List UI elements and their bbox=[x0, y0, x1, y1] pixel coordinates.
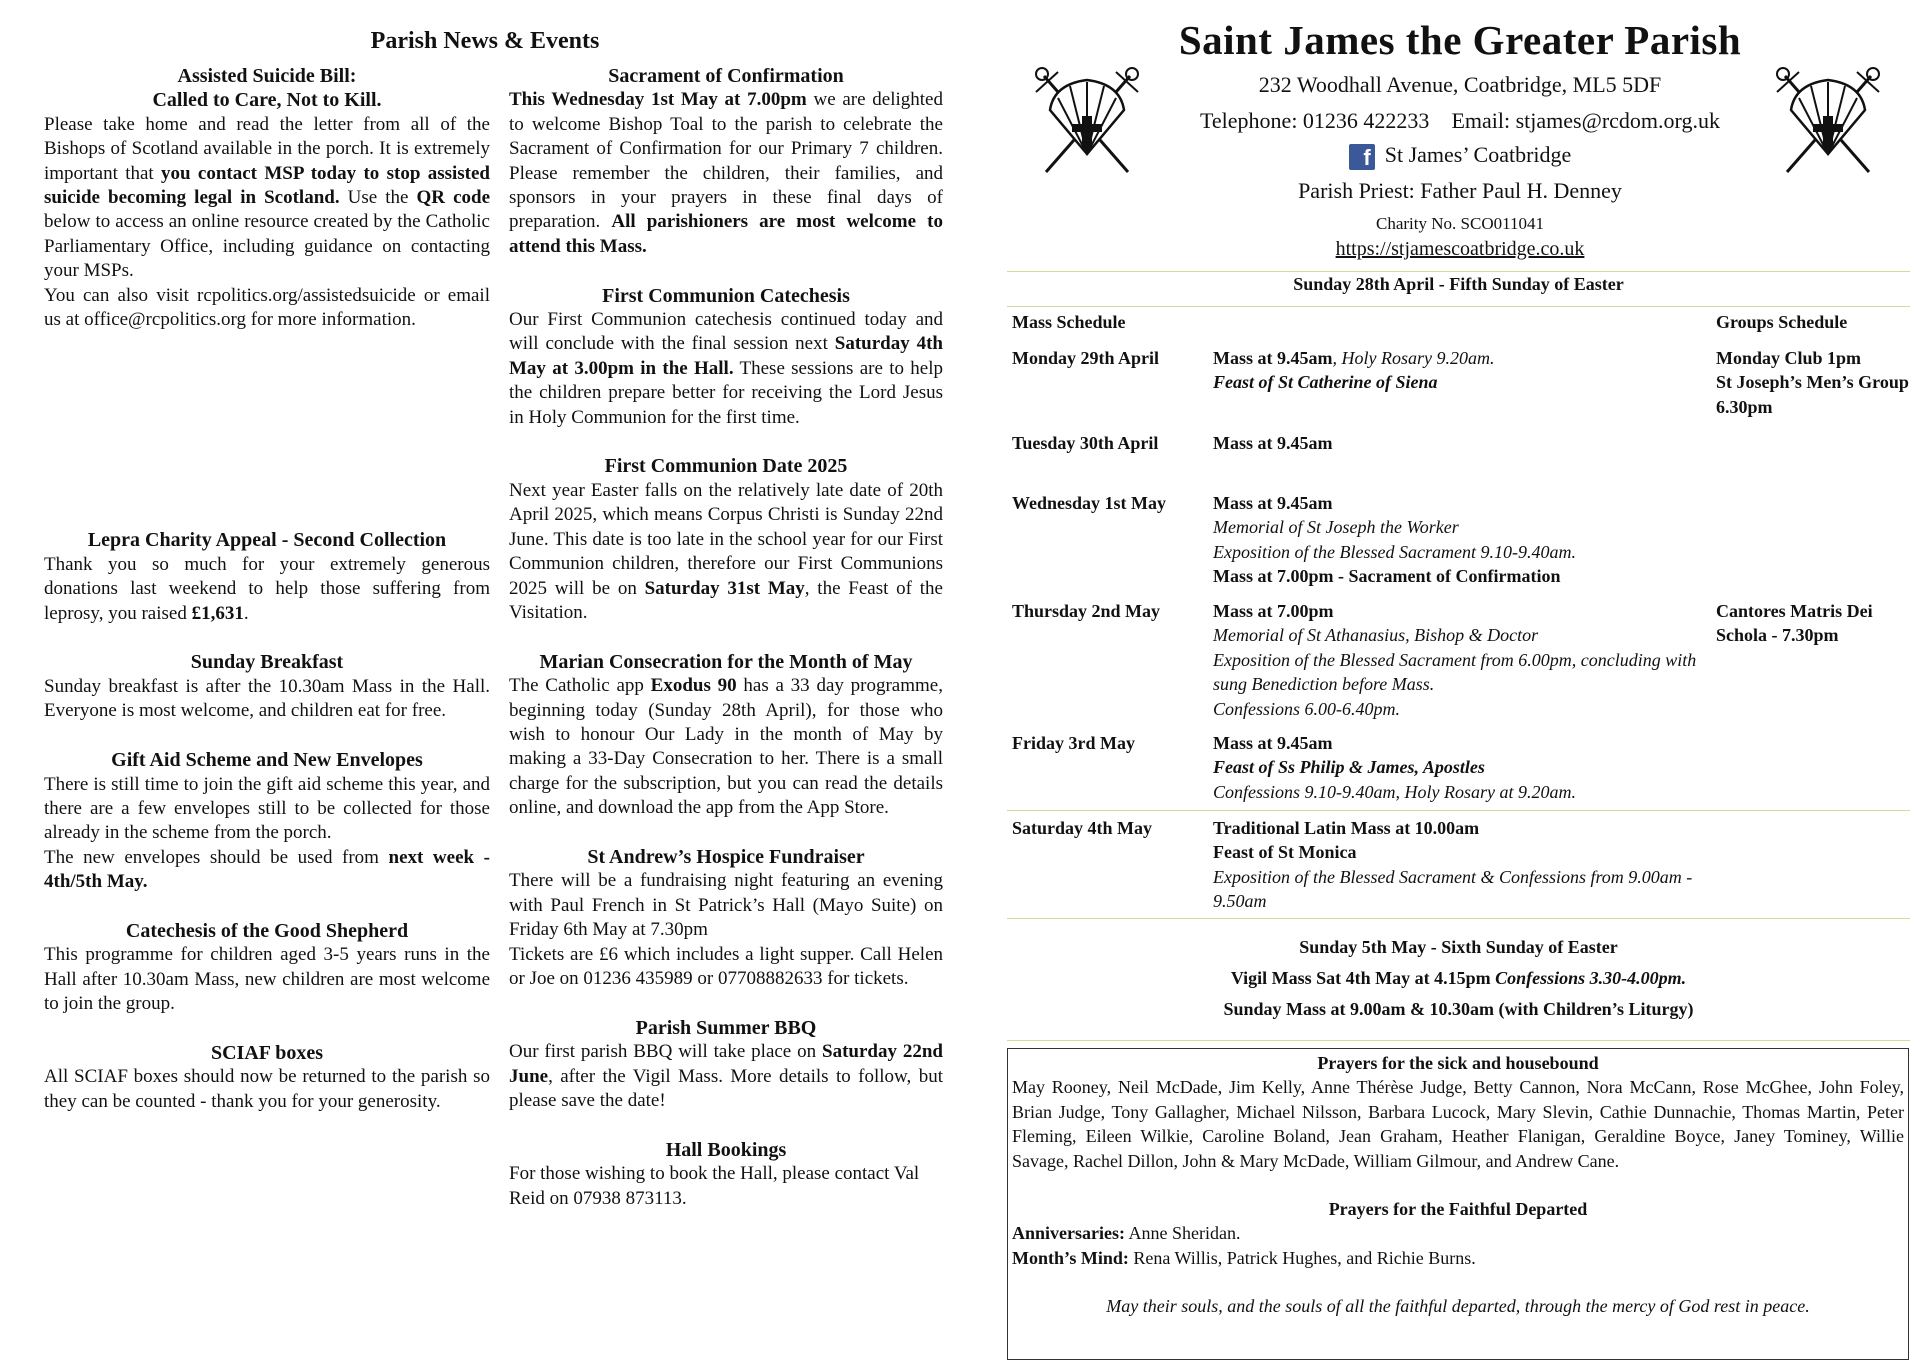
sunday-header: Sunday 28th April - Fifth Sunday of Easter bbox=[1293, 274, 1624, 294]
groups-schedule-label: Groups Schedule bbox=[1716, 312, 1848, 332]
article-heading: SCIAF boxes bbox=[210, 1041, 324, 1064]
article-heading: Lepra Charity Appeal - Second Collection bbox=[87, 529, 447, 552]
article-good-shepherd bbox=[44, 919, 490, 1017]
divider bbox=[1007, 306, 1910, 307]
article-heading: Hall Bookings bbox=[665, 1138, 787, 1161]
article-body: Thank you so much for your extremely generous donations last weekend to help those suffering from leprosy, you raised £1,631. bbox=[44, 553, 490, 624]
article-body: For those wishing to book the Hall, please contact Val Reid on 07938 873113. bbox=[509, 1163, 920, 1209]
article-heading: Catechesis of the Good Shepherd bbox=[125, 919, 409, 942]
divider bbox=[1007, 810, 1910, 811]
news-column-left bbox=[44, 64, 490, 1114]
article-body-2: You can also visit rcpolitics.org/assistedsuicide or email us at office@rcpolitics.org for more information. bbox=[44, 284, 490, 331]
sick-heading: Prayers for the sick and housebound bbox=[1317, 1053, 1599, 1073]
day-group: Monday Club 1pm St Joseph’s Men’s Group 6.30pm bbox=[1716, 348, 1909, 417]
article-first-communion-2025 bbox=[509, 454, 943, 625]
article-heading: Marian Consecration for the Month of May bbox=[539, 650, 913, 673]
article-body: There will be a fundraising night featuring an evening with Paul French in St Patrick’s Hall (Mayo Suite) on Friday 6th May at 7.30pm bbox=[509, 870, 943, 941]
day-name: Tuesday 30th April bbox=[1012, 433, 1159, 453]
article-body: Our First Communion catechesis continued today and will conclude with the final session next Saturday 4th May at 3.00pm in the Hall. These sessions are to help the children prepare better for receiving the Lord Jesus in Holy Communion for the first time. bbox=[509, 309, 943, 428]
day-name: Saturday 4th May bbox=[1012, 818, 1153, 838]
day-name: Monday 29th April bbox=[1012, 348, 1160, 368]
article-hall-bookings bbox=[509, 1138, 943, 1211]
parish-priest: Parish Priest: Father Paul H. Denney bbox=[1298, 178, 1622, 203]
article-heading: Sacrament of Confirmation bbox=[608, 65, 844, 87]
article-heading: Parish Summer BBQ bbox=[635, 1016, 817, 1039]
day-detail: Mass at 9.45am Feast of Ss Philip & James, Apostles Confessions 9.10-9.40am, Holy Rosary at 9.20am. bbox=[1213, 733, 1576, 802]
news-title: Parish News & Events bbox=[370, 28, 600, 54]
parish-title: Saint James the Greater Parish bbox=[1178, 17, 1742, 63]
charity-number: Charity No. SCO011041 bbox=[1376, 214, 1544, 233]
next-sunday: Sunday 5th May - Sixth Sunday of Easter bbox=[1299, 937, 1618, 957]
divider bbox=[1007, 918, 1910, 919]
telephone: Telephone: 01236 422233 bbox=[1200, 108, 1430, 133]
article-body-2: Tickets are £6 which includes a light supper. Call Helen or Joe on 01236 435989 or 07708882633 for tickets. bbox=[509, 943, 943, 989]
article-body: Our first parish BBQ will take place on Saturday 22nd June, after the Vigil Mass. More details to follow, but please save the date! bbox=[509, 1041, 943, 1111]
day-detail: Mass at 9.45am, Holy Rosary 9.20am. Feast of St Catherine of Siena bbox=[1213, 348, 1495, 393]
article-body: There is still time to join the gift aid scheme this year, and there are a few envelopes still to be collected for those already in the scheme from the porch. bbox=[44, 773, 490, 844]
news-column-right bbox=[509, 64, 943, 1211]
article-summer-bbq bbox=[509, 1016, 943, 1114]
day-name: Wednesday 1st May bbox=[1012, 493, 1167, 513]
article-confirmation bbox=[509, 64, 943, 259]
sick-names: May Rooney, Neil McDade, Jim Kelly, Anne Thérèse Judge, Betty Cannon, Nora McCann, Rose McGhee, John Foley, Brian Judge, Tony Gallagher, Michael Nilsson, Barbara Lucock, Mary Slevin, Cathie Dunnachie, Thomas Martin, Peter Fleming, Eileen Wilkie, Caroline Boland, Jean Graham, Heather Flanigan, Geraldine Boyce, Janey Tominey, Willie Savage, Rachel Dillon, John & Mary McDade, William Gilmour, and Andrew Cane. bbox=[1012, 1077, 1904, 1171]
day-name: Thursday 2nd May bbox=[1012, 601, 1161, 621]
article-body: Please take home and read the letter from all of the Bishops of Scotland available in the porch. It is extremely important that you contact MSP today to stop assisted suicide becoming legal in Scotland. Use the QR code below to access an online resource created by the Catholic Parliamentary Office, including guidance on contacting your MSPs. bbox=[44, 113, 490, 282]
article-heading: Gift Aid Scheme and New Envelopes bbox=[111, 749, 423, 772]
day-detail: Mass at 9.45am bbox=[1213, 433, 1333, 453]
article-heading: First Communion Date 2025 bbox=[604, 455, 848, 478]
article-heading: Sunday Breakfast bbox=[190, 651, 344, 674]
article-body: Sunday breakfast is after the 10.30am Mass in the Hall. Everyone is most welcome, and children eat for free. bbox=[44, 675, 490, 722]
website-link[interactable]: https://stjamescoatbridge.co.uk bbox=[1335, 238, 1585, 260]
facebook-icon: f bbox=[1349, 144, 1375, 170]
article-body: All SCIAF boxes should now be returned to the parish so they can be counted - thank you for your generosity. bbox=[44, 1066, 490, 1112]
facebook-link[interactable] bbox=[1000, 142, 1920, 170]
article-first-communion-catechesis bbox=[509, 284, 943, 430]
blessing: May their souls, and the souls of all the faithful departed, through the mercy of God rest in peace. bbox=[1106, 1296, 1810, 1317]
day-group: Cantores Matris Dei Schola - 7.30pm bbox=[1716, 601, 1873, 646]
prayers-box bbox=[1007, 1048, 1909, 1360]
article-body: Next year Easter falls on the relatively late date of 20th April 2025, which means Corpus Christi is Sunday 22nd June. This date is too late in the school year for our First Communion children, therefore our First Communions 2025 will be on Saturday 31st May, the Feast of the Visitation. bbox=[509, 479, 943, 623]
parish-address: 232 Woodhall Avenue, Coatbridge, ML5 5DF bbox=[1258, 72, 1662, 97]
article-heading: Assisted Suicide Bill: bbox=[177, 65, 357, 87]
article-subheading: Called to Care, Not to Kill. bbox=[152, 89, 382, 112]
divider bbox=[1007, 1040, 1910, 1041]
day-detail: Traditional Latin Mass at 10.00am Feast of St Monica Exposition of the Blessed Sacrament & Confessions from 9.00am - 9.50am bbox=[1213, 818, 1693, 912]
mass-schedule-label: Mass Schedule bbox=[1012, 312, 1126, 332]
article-sunday-breakfast bbox=[44, 650, 490, 723]
email[interactable]: Email: stjames@rcdom.org.uk bbox=[1451, 108, 1720, 133]
day-name: Friday 3rd May bbox=[1012, 733, 1135, 753]
article-sciaf bbox=[44, 1041, 490, 1114]
departed-heading: Prayers for the Faithful Departed bbox=[1328, 1199, 1588, 1220]
anniversaries: Anniversaries: Anne Sheridan. bbox=[1012, 1223, 1241, 1244]
article-lepra bbox=[44, 528, 490, 626]
divider bbox=[1007, 271, 1910, 272]
article-heading: First Communion Catechesis bbox=[602, 284, 850, 307]
sunday-mass: Sunday Mass at 9.00am & 10.30am (with Children’s Liturgy) bbox=[1223, 999, 1694, 1019]
article-body: This programme for children aged 3-5 years runs in the Hall after 10.30am Mass, new children are most welcome to join the group. bbox=[44, 944, 490, 1015]
article-body: This Wednesday 1st May at 7.00pm we are delighted to welcome Bishop Toal to the parish to celebrate the Sacrament of Confirmation for our Primary 7 children. Please remember the children, their families, and sponsors in your prayers in these final days of preparation. All parishioners are most welcome to attend this Mass. bbox=[509, 89, 943, 257]
day-detail: Mass at 7.00pm Memorial of St Athanasius, Bishop & Doctor Exposition of the Blessed Sacrament from 6.00pm, concluding with sung Benediction before Mass. Confessions 6.00-6.40pm. bbox=[1213, 601, 1697, 719]
article-hospice-fundraiser bbox=[509, 845, 943, 991]
article-assisted-suicide bbox=[44, 64, 490, 332]
article-body-2: The new envelopes should be used from next week - 4th/5th May. bbox=[44, 846, 490, 893]
day-detail: Mass at 9.45am Memorial of St Joseph the Worker Exposition of the Blessed Sacrament 9.10-9.40am. Mass at 7.00pm - Sacrament of Confirmation bbox=[1213, 493, 1576, 587]
facebook-label: St James’ Coatbridge bbox=[1384, 142, 1572, 167]
article-gift-aid bbox=[44, 748, 490, 894]
months-mind: Month’s Mind: Rena Willis, Patrick Hughes, and Richie Burns. bbox=[1012, 1247, 1476, 1268]
parish-contact bbox=[1000, 108, 1920, 134]
vigil-mass: Vigil Mass Sat 4th May at 4.15pm Confessions 3.30-4.00pm. bbox=[1230, 968, 1687, 988]
article-heading: St Andrew’s Hospice Fundraiser bbox=[587, 845, 865, 868]
article-body: The Catholic app Exodus 90 has a 33 day programme, beginning today (Sunday 28th April), for those who wish to honour Our Lady in the month of May by making a 33-Day Consecration to her. There is a small charge for the subscription, but you can read the details online, and download the app from the App Store. bbox=[509, 675, 943, 819]
article-marian-consecration bbox=[509, 650, 943, 821]
